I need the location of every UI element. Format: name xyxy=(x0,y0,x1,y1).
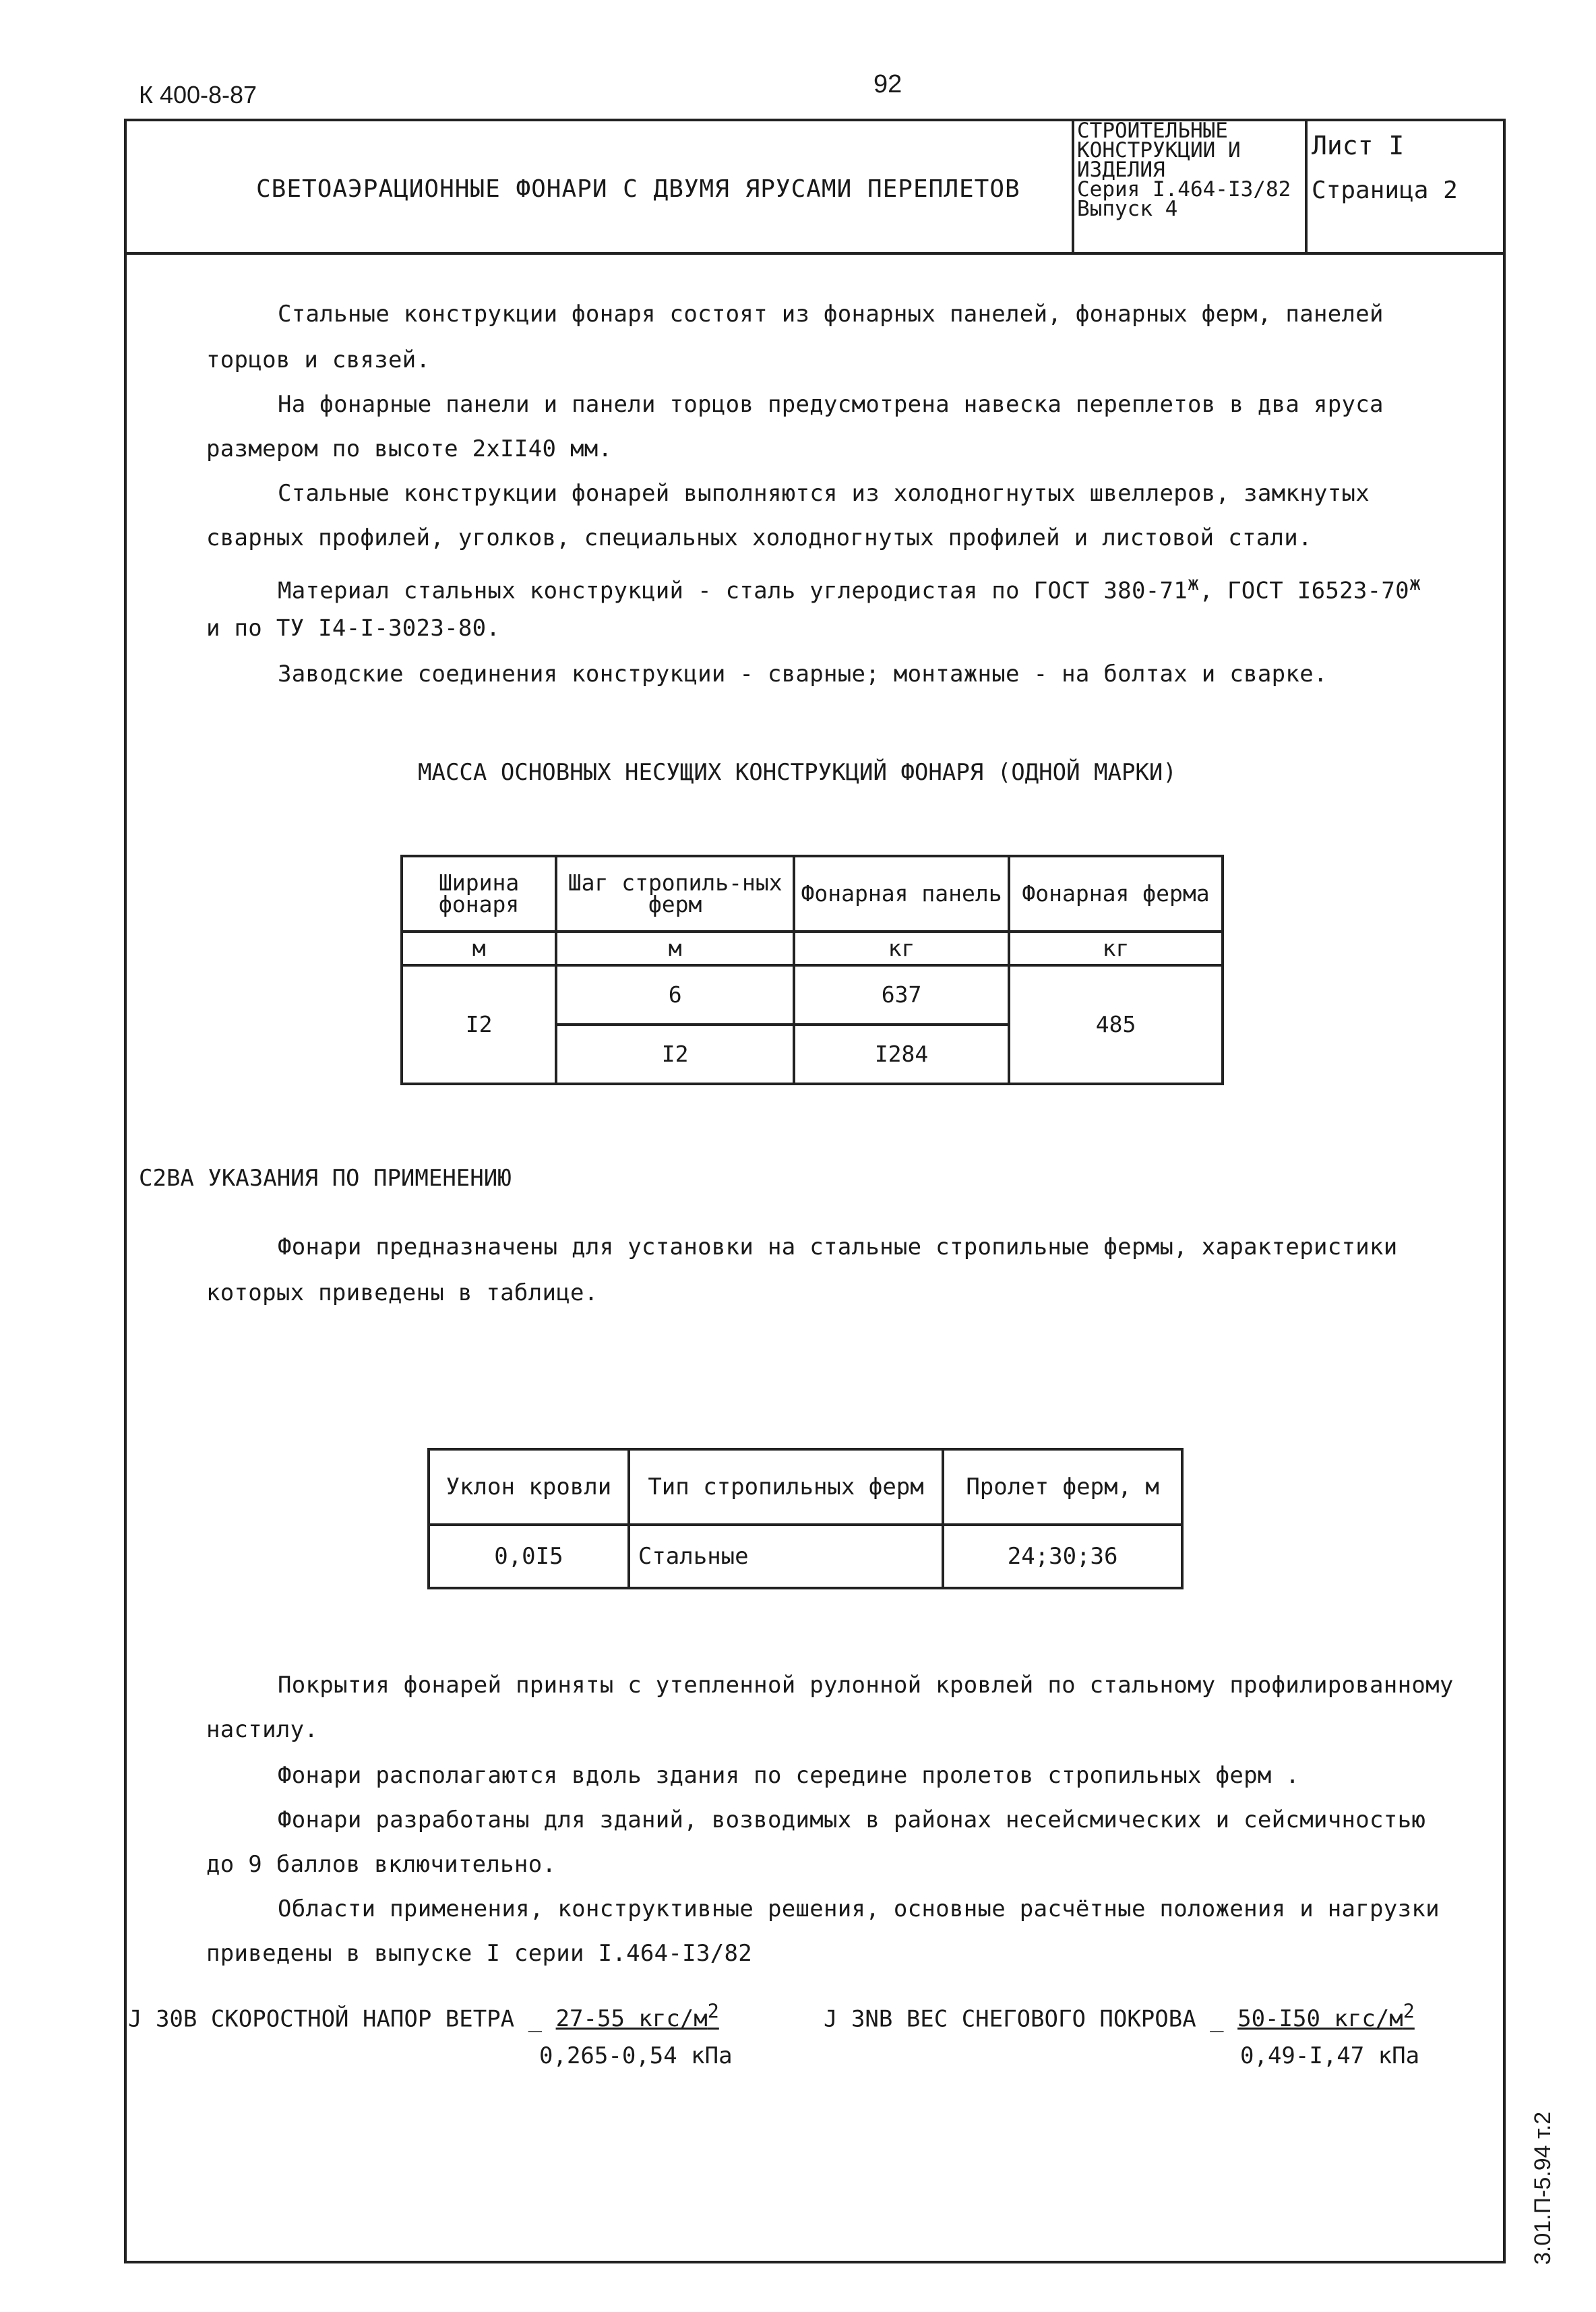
table-header-cell: Уклон кровли xyxy=(429,1449,629,1525)
page-label: Страница 2 xyxy=(1312,177,1458,204)
paragraph-line: размером по высоте 2хII40 мм. xyxy=(206,435,613,462)
series-line: Выпуск 4 xyxy=(1077,197,1178,221)
paragraph-line: которых приведены в таблице. xyxy=(206,1279,598,1306)
unit-cell: кг xyxy=(1009,932,1223,965)
paragraph-line: сварных профилей, уголков, специальных холодногнутых профилей и листовой стали. xyxy=(206,524,1312,551)
table-header-cell: Фонарная панель xyxy=(794,856,1009,932)
series-info xyxy=(1077,121,1291,219)
unit-cell: кг xyxy=(794,932,1009,965)
paragraph-line: торцов и связей. xyxy=(206,346,431,373)
table-header-cell: Шаг стропиль-ных ферм xyxy=(556,856,794,932)
table-caption: МАССА ОСНОВНЫХ НЕСУЩИХ КОНСТРУКЦИЙ ФОНАРЯ (ОДНОЙ МАРКИ) xyxy=(418,759,1177,786)
table-cell: 6 xyxy=(556,965,794,1025)
wind-load-label: J 30B СКОРОСТНОЙ НАПОР ВЕТРА _ xyxy=(128,2005,543,2033)
snow-load-value: 50-I50 кгс/$м^2$ xyxy=(1237,2001,1415,2033)
snow-load-kpa: 0,49-I,47 кПа xyxy=(1240,2042,1420,2069)
paragraph-line: и по ТУ I4-I-3023-80. xyxy=(206,615,501,642)
paragraph-line: Заводские соединения конструкции - сварные; монтажные - на болтах и сварке. xyxy=(278,661,1328,688)
mass-table xyxy=(400,855,1224,1085)
archive-stamp: 3.01.П-5.94 т.2 xyxy=(1530,2111,1556,2265)
wind-load xyxy=(128,2001,719,2032)
table-cell: 485 xyxy=(1009,965,1223,1084)
paragraph-line: На фонарные панели и панели торцов предусмотрена навеска переплетов в два яруса xyxy=(278,391,1384,418)
table-header-cell: Пролет ферм, м xyxy=(943,1449,1182,1525)
table-header-cell: Фонарная ферма xyxy=(1009,856,1223,932)
paragraph-line: Области применения, конструктивные решения, основные расчётные положения и нагрузки xyxy=(278,1895,1440,1922)
document-code: К 400-8-87 xyxy=(139,81,257,109)
paragraph-line: приведены в выпуске I серии I.464-I3/82 xyxy=(206,1940,753,1967)
sheet-label: Лист I xyxy=(1312,131,1405,160)
table-cell: I284 xyxy=(794,1025,1009,1084)
table-header-cell: Тип стропильных ферм xyxy=(629,1449,943,1525)
superscript-mark: ж xyxy=(1409,572,1421,595)
truss-table xyxy=(427,1448,1184,1589)
paragraph-line: Фонари предназначены для установки на стальные стропильные фермы, характеристики xyxy=(278,1234,1398,1260)
table-cell: 24;30;36 xyxy=(943,1525,1182,1588)
series-line: КОНСТРУКЦИИ И xyxy=(1077,138,1241,162)
paragraph-line: Стальные конструкции фонаря состоят из фонарных панелей, фонарных ферм, панелей xyxy=(278,301,1384,328)
table-cell: I2 xyxy=(402,965,556,1084)
title-divider xyxy=(1305,119,1308,255)
paragraph-line: Покрытия фонарей приняты с утепленной рулонной кровлей по стальному профилированному xyxy=(278,1672,1454,1699)
paragraph-line: до 9 баллов включительно. xyxy=(206,1851,557,1878)
section-heading: С2ВА УКАЗАНИЯ ПО ПРИМЕНЕНИЮ xyxy=(139,1165,512,1192)
page-number: 92 xyxy=(873,70,902,98)
title-divider xyxy=(1072,119,1074,255)
wind-load-value: 27-55 кгс/$м^2$ xyxy=(555,2001,719,2033)
series-line: ИЗДЕЛИЯ xyxy=(1077,158,1165,182)
paragraph-line: Фонари разработаны для зданий, возводимых в районах несейсмических и сейсмичностью xyxy=(278,1806,1426,1833)
snow-load xyxy=(824,2001,1415,2032)
series-line: СТРОИТЕЛЬНЫЕ xyxy=(1077,119,1228,143)
snow-load-label: J 3NB ВЕС СНЕГОВОГО ПОКРОВА _ xyxy=(824,2005,1224,2033)
paragraph-line: Материал стальных конструкций - сталь углеродистая по ГОСТ $380-71^ж$, ГОСТ $I6523-70^ж$ xyxy=(278,572,1421,605)
table-cell: I2 xyxy=(556,1025,794,1084)
paragraph-line: настилу. xyxy=(206,1716,319,1743)
superscript-mark: ж xyxy=(1188,572,1200,595)
paragraph-line: Фонари располагаются вдоль здания по середине пролетов стропильных ферм . xyxy=(278,1762,1300,1789)
table-cell: 637 xyxy=(794,965,1009,1025)
unit-cell: м xyxy=(402,932,556,965)
unit-cell: м xyxy=(556,932,794,965)
paragraph-line: Стальные конструкции фонарей выполняются из холодногнутых швеллеров, замкнутых xyxy=(278,480,1370,507)
table-cell: 0,0I5 xyxy=(429,1525,629,1588)
wind-load-kpa: 0,265-0,54 кПа xyxy=(539,2042,733,2069)
table-cell: Стальные xyxy=(629,1525,943,1588)
series-line: Серия I.464-I3/82 xyxy=(1077,177,1291,202)
table-header-cell: Ширина фонаря xyxy=(402,856,556,932)
document-title: СВЕТОАЭРАЦИОННЫЕ ФОНАРИ С ДВУМЯ ЯРУСАМИ ПЕРЕПЛЕТОВ xyxy=(256,175,1020,203)
